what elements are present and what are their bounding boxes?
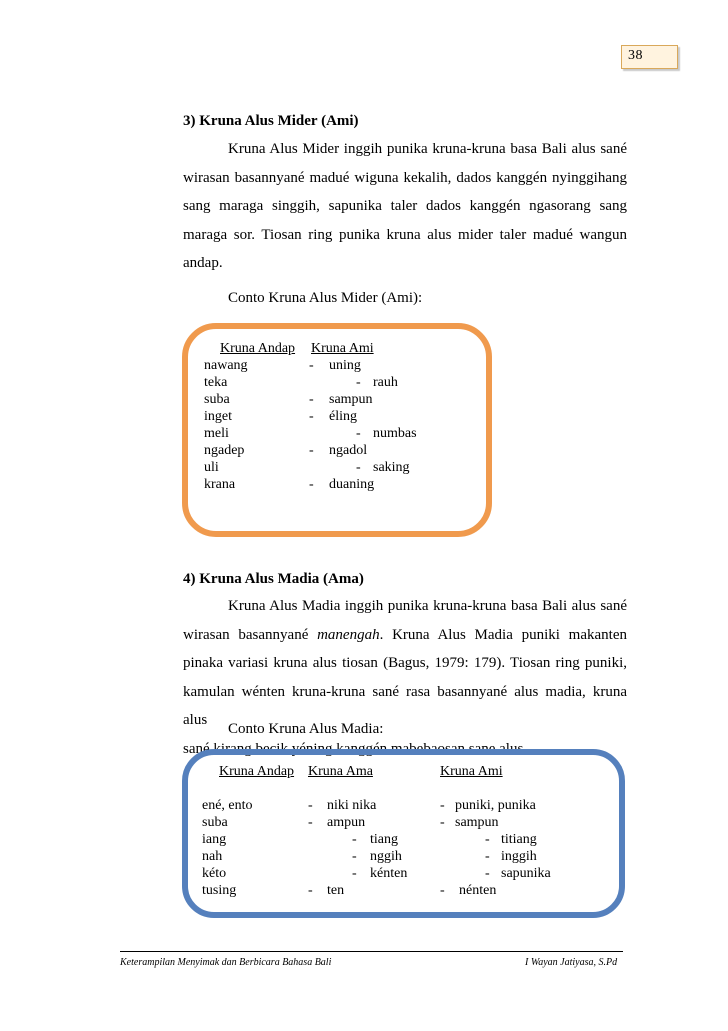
table-cell-ama: niki nika xyxy=(327,798,377,813)
table-cell-ami: éling xyxy=(329,409,357,424)
paragraph-line: andap. xyxy=(183,255,223,271)
table-cell-andap: iang xyxy=(202,832,227,847)
table-cell-andap: ené, ento xyxy=(202,798,253,813)
paragraph-line: maraga sor. Tiosan ring punika kruna alus mider taler madué wangun xyxy=(183,226,627,243)
table-cell-andap: teka xyxy=(204,375,228,390)
table-cell-andap: inget xyxy=(204,409,232,424)
paragraph-line: pinaka variasi kruna alus tiosan (Bagus, 1979: 179). Tiosan ring puniki, xyxy=(183,655,627,671)
paragraph-line: sané kirang becik yéning kanggén mabebaosan sane alus. xyxy=(183,740,528,757)
table-cell-dash: - xyxy=(485,849,490,864)
table-cell-ami: uning xyxy=(329,358,361,373)
table-cell-ami: puniki, punika xyxy=(455,798,536,813)
table-cell-dash: - xyxy=(485,866,490,881)
table-cell-andap: tusing xyxy=(202,883,237,898)
table-cell-ama: ten xyxy=(327,883,345,898)
paragraph-line: wirasan basannyané manengah. Kruna Alus Madia puniki makanten xyxy=(183,626,627,643)
paragraph-line: Kruna Alus Madia inggih punika kruna-kruna basa Bali alus sané xyxy=(228,598,627,614)
table-cell-dash: - xyxy=(308,815,313,830)
table-cell-andap: uli xyxy=(204,460,219,475)
table-cell-ami: sampun xyxy=(329,392,373,407)
footer-book-title: Keterampilan Menyimak dan Berbicara Bahasa Bali xyxy=(120,957,332,968)
table-cell-ami: titiang xyxy=(501,832,537,847)
table-cell-andap: suba xyxy=(202,815,228,830)
table-cell-dash: - xyxy=(309,392,314,407)
table-cell-dash: - xyxy=(352,849,357,864)
page-number: 38 xyxy=(628,48,643,63)
table-cell-ami: duaning xyxy=(329,477,375,492)
table-cell-dash: - xyxy=(440,815,445,830)
footer-author: I Wayan Jatiyasa, S.Pd xyxy=(525,957,618,968)
table-cell-andap: meli xyxy=(204,426,229,441)
table-cell-ami: sapunika xyxy=(501,866,551,881)
header-kruna-ama: Kruna Ama xyxy=(308,764,373,779)
table-cell-ami: inggih xyxy=(501,849,537,864)
table-cell-ami: nénten xyxy=(459,883,497,898)
table-cell-andap: nah xyxy=(202,849,223,864)
table-cell-dash: - xyxy=(485,832,490,847)
table-cell-ama: kénten xyxy=(370,866,408,881)
table-cell-dash: - xyxy=(309,443,314,458)
table-cell-dash: - xyxy=(308,883,313,898)
table-cell-dash: - xyxy=(308,798,313,813)
header-kruna-andap: Kruna Andap xyxy=(220,341,296,356)
table-cell-dash: - xyxy=(309,358,314,373)
table-cell-dash: - xyxy=(356,426,361,441)
table-cell-ami: numbas xyxy=(373,426,417,441)
table-cell-dash: - xyxy=(356,375,361,390)
section3-example-caption: Conto Kruna Alus Mider (Ami): xyxy=(228,290,423,306)
table-cell-ami: ngadol xyxy=(329,443,368,458)
table-cell-dash: - xyxy=(352,832,357,847)
header-kruna-ami: Kruna Ami xyxy=(311,341,374,356)
paragraph-line: wirasan basannyané madué wiguna kekalih, dados kanggén nyinggihang xyxy=(183,169,627,186)
table-cell-andap: nawang xyxy=(204,358,248,373)
table-cell-dash: - xyxy=(352,866,357,881)
table-cell-andap: suba xyxy=(204,392,230,407)
table-cell-dash: - xyxy=(440,883,445,898)
table-cell-andap: kéto xyxy=(202,866,227,881)
paragraph-line: sang maraga singgih, sapunika taler dados kanggén ngasorang sang xyxy=(183,198,627,214)
table-cell-ama: tiang xyxy=(370,832,398,847)
table-cell-ami: rauh xyxy=(373,375,398,390)
table-cell-dash: - xyxy=(309,477,314,492)
italic-term: manengah xyxy=(317,626,380,643)
table-cell-ami: sampun xyxy=(455,815,499,830)
paragraph-line: kamulan wénten kruna-kruna sané rasa basannyané alus madia, kruna alus xyxy=(183,683,627,728)
table-cell-andap: ngadep xyxy=(204,443,245,458)
header-kruna-ami: Kruna Ami xyxy=(440,764,503,779)
table-cell-dash: - xyxy=(309,409,314,424)
section3-paragraph xyxy=(183,135,627,278)
table-cell-ami: saking xyxy=(373,460,410,475)
section4-heading: 4) Kruna Alus Madia (Ama) xyxy=(183,571,364,587)
table-cell-dash: - xyxy=(440,798,445,813)
table-cell-dash: - xyxy=(356,460,361,475)
section3-heading: 3) Kruna Alus Mider (Ami) xyxy=(183,113,359,129)
table-cell-ama: ampun xyxy=(327,815,366,830)
section4-example-caption: Conto Kruna Alus Madia: xyxy=(228,721,384,737)
table-cell-ama: nggih xyxy=(370,849,402,864)
footer-divider xyxy=(120,951,623,952)
header-kruna-andap: Kruna Andap xyxy=(219,764,295,779)
paragraph-line: Kruna Alus Mider inggih punika kruna-kruna basa Bali alus sané xyxy=(228,141,627,157)
table-cell-andap: krana xyxy=(204,477,236,492)
